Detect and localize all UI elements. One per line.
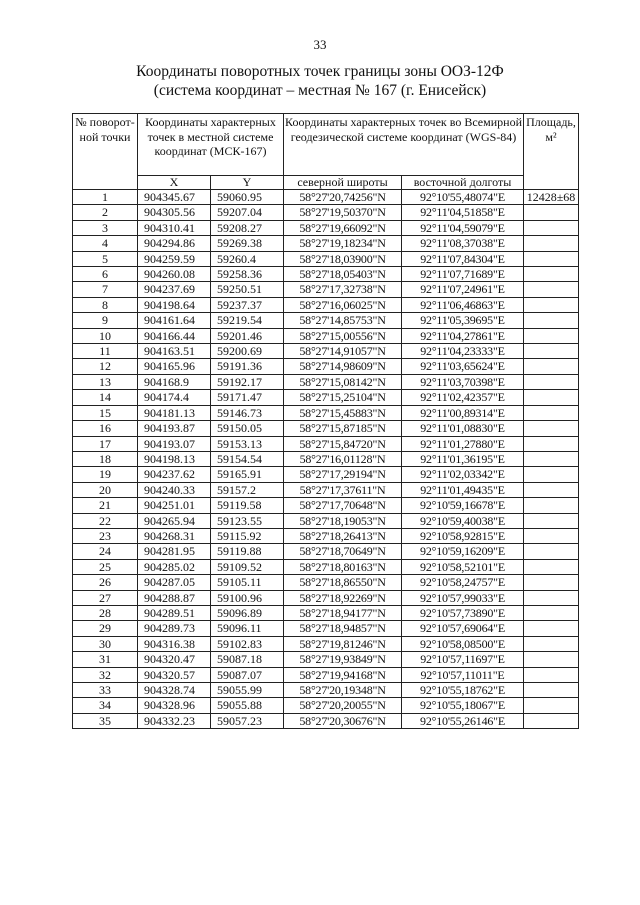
table-row (73, 621, 579, 636)
y-cell: 59096.89 (211, 605, 284, 620)
latitude-cell: 58°27'15,87185"N (284, 421, 402, 436)
table-row (73, 328, 579, 343)
latitude-cell: 58°27'16,01128"N (284, 451, 402, 466)
area-cell (524, 405, 579, 420)
point-number-cell: 27 (73, 590, 138, 605)
y-cell: 59109.52 (211, 559, 284, 574)
table-row (73, 451, 579, 466)
point-number-cell: 13 (73, 374, 138, 389)
point-number-cell: 35 (73, 713, 138, 728)
y-cell: 59055.99 (211, 683, 284, 698)
table-row (73, 236, 579, 251)
latitude-cell: 58°27'17,37611"N (284, 482, 402, 497)
latitude-cell: 58°27'14,85753"N (284, 313, 402, 328)
point-number-cell: 14 (73, 390, 138, 405)
y-cell: 59154.54 (211, 451, 284, 466)
x-cell: 904332.23 (138, 713, 211, 728)
y-cell: 59258.36 (211, 267, 284, 282)
point-number-cell: 18 (73, 451, 138, 466)
table-row (73, 344, 579, 359)
longitude-cell: 92°10'55,48074"E (402, 190, 524, 205)
y-cell: 59207.04 (211, 205, 284, 220)
table-row (73, 605, 579, 620)
table-row (73, 498, 579, 513)
point-number-cell: 1 (73, 190, 138, 205)
table-row (73, 698, 579, 713)
area-cell (524, 605, 579, 620)
y-cell: 59191.36 (211, 359, 284, 374)
point-number-cell: 20 (73, 482, 138, 497)
longitude-cell: 92°11'06,46863"E (402, 297, 524, 312)
y-cell: 59087.07 (211, 667, 284, 682)
latitude-cell: 58°27'18,70649"N (284, 544, 402, 559)
latitude-cell: 58°27'18,26413"N (284, 528, 402, 543)
latitude-cell: 58°27'19,66092"N (284, 220, 402, 235)
latitude-cell: 58°27'18,94857"N (284, 621, 402, 636)
area-cell (524, 636, 579, 651)
area-cell (524, 590, 579, 605)
area-cell (524, 251, 579, 266)
longitude-cell: 92°11'00,89314"E (402, 405, 524, 420)
longitude-cell: 92°11'03,65624"E (402, 359, 524, 374)
x-cell: 904316.38 (138, 636, 211, 651)
longitude-cell: 92°10'58,52101"E (402, 559, 524, 574)
latitude-cell: 58°27'19,50370"N (284, 205, 402, 220)
table-row (73, 436, 579, 451)
latitude-cell: 58°27'15,08142"N (284, 374, 402, 389)
x-cell: 904237.69 (138, 282, 211, 297)
area-cell (524, 683, 579, 698)
header-local-coordinates: Координаты характерных точек в местной системе координат (МСК-167) (138, 114, 284, 176)
area-cell (524, 282, 579, 297)
y-cell: 59208.27 (211, 220, 284, 235)
header-x: X (138, 176, 211, 190)
table-row (73, 667, 579, 682)
x-cell: 904265.94 (138, 513, 211, 528)
area-cell (524, 482, 579, 497)
x-cell: 904310.41 (138, 220, 211, 235)
table-row (73, 220, 579, 235)
point-number-cell: 22 (73, 513, 138, 528)
x-cell: 904289.73 (138, 621, 211, 636)
latitude-cell: 58°27'15,45883"N (284, 405, 402, 420)
x-cell: 904240.33 (138, 482, 211, 497)
x-cell: 904305.56 (138, 205, 211, 220)
longitude-cell: 92°11'04,23333"E (402, 344, 524, 359)
y-cell: 59096.11 (211, 621, 284, 636)
longitude-cell: 92°11'01,08830"E (402, 421, 524, 436)
longitude-cell: 92°10'59,40038"E (402, 513, 524, 528)
latitude-cell: 58°27'15,25104"N (284, 390, 402, 405)
point-number-cell: 11 (73, 344, 138, 359)
longitude-cell: 92°10'57,73890"E (402, 605, 524, 620)
y-cell: 59060.95 (211, 190, 284, 205)
longitude-cell: 92°10'58,24757"E (402, 575, 524, 590)
area-cell (524, 667, 579, 682)
latitude-cell: 58°27'18,94177"N (284, 605, 402, 620)
table-row (73, 713, 579, 728)
area-cell (524, 297, 579, 312)
table-row (73, 282, 579, 297)
y-cell: 59119.58 (211, 498, 284, 513)
area-cell (524, 359, 579, 374)
x-cell: 904251.01 (138, 498, 211, 513)
table-row (73, 467, 579, 482)
x-cell: 904328.96 (138, 698, 211, 713)
x-cell: 904259.59 (138, 251, 211, 266)
longitude-cell: 92°10'58,08500"E (402, 636, 524, 651)
area-cell: 12428±68 (524, 190, 579, 205)
area-cell (524, 451, 579, 466)
x-cell: 904161.64 (138, 313, 211, 328)
table-row (73, 421, 579, 436)
point-number-cell: 4 (73, 236, 138, 251)
area-cell (524, 621, 579, 636)
latitude-cell: 58°27'20,30676"N (284, 713, 402, 728)
longitude-cell: 92°10'59,16209"E (402, 544, 524, 559)
latitude-cell: 58°27'19,81246"N (284, 636, 402, 651)
area-cell (524, 652, 579, 667)
longitude-cell: 92°11'08,37038"E (402, 236, 524, 251)
area-cell (524, 313, 579, 328)
latitude-cell: 58°27'19,18234"N (284, 236, 402, 251)
y-cell: 59100.96 (211, 590, 284, 605)
y-cell: 59171.47 (211, 390, 284, 405)
longitude-cell: 92°11'04,51858"E (402, 205, 524, 220)
point-number-cell: 10 (73, 328, 138, 343)
point-number-cell: 5 (73, 251, 138, 266)
point-number-cell: 29 (73, 621, 138, 636)
table-row (73, 559, 579, 574)
header-latitude: северной широты (284, 176, 402, 190)
latitude-cell: 58°27'15,00556"N (284, 328, 402, 343)
latitude-cell: 58°27'18,92269"N (284, 590, 402, 605)
latitude-cell: 58°27'18,80163"N (284, 559, 402, 574)
area-cell (524, 328, 579, 343)
longitude-cell: 92°10'55,18067"E (402, 698, 524, 713)
y-cell: 59200.69 (211, 344, 284, 359)
header-longitude: восточной долготы (402, 176, 524, 190)
latitude-cell: 58°27'17,70648"N (284, 498, 402, 513)
area-cell (524, 467, 579, 482)
latitude-cell: 58°27'18,86550"N (284, 575, 402, 590)
x-cell: 904320.47 (138, 652, 211, 667)
area-cell (524, 390, 579, 405)
y-cell: 59165.91 (211, 467, 284, 482)
area-cell (524, 436, 579, 451)
latitude-cell: 58°27'18,03900"N (284, 251, 402, 266)
table-row (73, 297, 579, 312)
point-number-cell: 19 (73, 467, 138, 482)
area-cell (524, 236, 579, 251)
longitude-cell: 92°11'04,59079"E (402, 220, 524, 235)
y-cell: 59150.05 (211, 421, 284, 436)
area-cell (524, 544, 579, 559)
latitude-cell: 58°27'15,84720"N (284, 436, 402, 451)
area-cell (524, 421, 579, 436)
x-cell: 904165.96 (138, 359, 211, 374)
x-cell: 904237.62 (138, 467, 211, 482)
longitude-cell: 92°10'59,16678"E (402, 498, 524, 513)
table-row (73, 544, 579, 559)
y-cell: 59250.51 (211, 282, 284, 297)
table-row (73, 205, 579, 220)
latitude-cell: 58°27'14,91057"N (284, 344, 402, 359)
table-row (73, 190, 579, 205)
point-number-cell: 28 (73, 605, 138, 620)
title-line-1: Координаты поворотных точек границы зоны ООЗ-12Ф (136, 63, 504, 80)
table-row (73, 390, 579, 405)
y-cell: 59219.54 (211, 313, 284, 328)
longitude-cell: 92°10'58,92815"E (402, 528, 524, 543)
area-cell (524, 498, 579, 513)
longitude-cell: 92°11'07,24961"E (402, 282, 524, 297)
x-cell: 904198.13 (138, 451, 211, 466)
y-cell: 59269.38 (211, 236, 284, 251)
point-number-cell: 23 (73, 528, 138, 543)
latitude-cell: 58°27'20,20055"N (284, 698, 402, 713)
area-cell (524, 528, 579, 543)
latitude-cell: 58°27'16,06025"N (284, 297, 402, 312)
header-wgs-coordinates: Координаты характерных точек во Всемирной геодезической системе координат (WGS-84) (284, 114, 524, 176)
longitude-cell: 92°11'03,70398"E (402, 374, 524, 389)
x-cell: 904193.87 (138, 421, 211, 436)
x-cell: 904281.95 (138, 544, 211, 559)
x-cell: 904166.44 (138, 328, 211, 343)
area-cell (524, 344, 579, 359)
table-row (73, 528, 579, 543)
x-cell: 904168.9 (138, 374, 211, 389)
area-cell (524, 374, 579, 389)
y-cell: 59153.13 (211, 436, 284, 451)
latitude-cell: 58°27'19,94168"N (284, 667, 402, 682)
area-cell (524, 513, 579, 528)
latitude-cell: 58°27'20,19348"N (284, 683, 402, 698)
area-cell (524, 205, 579, 220)
y-cell: 59123.55 (211, 513, 284, 528)
longitude-cell: 92°10'57,11011"E (402, 667, 524, 682)
point-number-cell: 17 (73, 436, 138, 451)
point-number-cell: 21 (73, 498, 138, 513)
coordinates-table-body (73, 190, 579, 729)
table-row (73, 482, 579, 497)
y-cell: 59192.17 (211, 374, 284, 389)
x-cell: 904268.31 (138, 528, 211, 543)
area-cell (524, 220, 579, 235)
table-row (73, 590, 579, 605)
longitude-cell: 92°10'57,99033"E (402, 590, 524, 605)
point-number-cell: 25 (73, 559, 138, 574)
x-cell: 904193.07 (138, 436, 211, 451)
point-number-cell: 9 (73, 313, 138, 328)
point-number-cell: 16 (73, 421, 138, 436)
x-cell: 904345.67 (138, 190, 211, 205)
point-number-cell: 3 (73, 220, 138, 235)
longitude-cell: 92°11'01,27880"E (402, 436, 524, 451)
header-y: Y (211, 176, 284, 190)
longitude-cell: 92°11'02,42357"E (402, 390, 524, 405)
x-cell: 904294.86 (138, 236, 211, 251)
latitude-cell: 58°27'14,98609"N (284, 359, 402, 374)
latitude-cell: 58°27'20,74256"N (284, 190, 402, 205)
table-row (73, 575, 579, 590)
y-cell: 59237.37 (211, 297, 284, 312)
area-cell (524, 713, 579, 728)
point-number-cell: 12 (73, 359, 138, 374)
area-cell (524, 267, 579, 282)
point-number-cell: 30 (73, 636, 138, 651)
header-area: Площадь, м² (524, 114, 579, 190)
table-row (73, 405, 579, 420)
x-cell: 904181.13 (138, 405, 211, 420)
table-row (73, 374, 579, 389)
point-number-cell: 6 (73, 267, 138, 282)
point-number-cell: 8 (73, 297, 138, 312)
point-number-cell: 2 (73, 205, 138, 220)
y-cell: 59119.88 (211, 544, 284, 559)
latitude-cell: 58°27'18,05403"N (284, 267, 402, 282)
latitude-cell: 58°27'18,19053"N (284, 513, 402, 528)
y-cell: 59102.83 (211, 636, 284, 651)
latitude-cell: 58°27'19,93849"N (284, 652, 402, 667)
point-number-cell: 34 (73, 698, 138, 713)
table-row (73, 636, 579, 651)
y-cell: 59201.46 (211, 328, 284, 343)
x-cell: 904287.05 (138, 575, 211, 590)
x-cell: 904260.08 (138, 267, 211, 282)
longitude-cell: 92°10'57,11697"E (402, 652, 524, 667)
area-cell (524, 698, 579, 713)
longitude-cell: 92°11'05,39695"E (402, 313, 524, 328)
longitude-cell: 92°10'55,18762"E (402, 683, 524, 698)
y-cell: 59105.11 (211, 575, 284, 590)
x-cell: 904320.57 (138, 667, 211, 682)
title-line-2: (система координат – местная № 167 (г. Енисейск) (153, 82, 487, 99)
point-number-cell: 31 (73, 652, 138, 667)
y-cell: 59260.4 (211, 251, 284, 266)
point-number-cell: 7 (73, 282, 138, 297)
longitude-cell: 92°10'57,69064"E (402, 621, 524, 636)
area-cell (524, 559, 579, 574)
point-number-cell: 26 (73, 575, 138, 590)
longitude-cell: 92°11'01,36195"E (402, 451, 524, 466)
point-number-cell: 33 (73, 683, 138, 698)
y-cell: 59055.88 (211, 698, 284, 713)
table-row (73, 313, 579, 328)
table-row (73, 267, 579, 282)
y-cell: 59146.73 (211, 405, 284, 420)
coordinates-table (72, 113, 579, 729)
x-cell: 904289.51 (138, 605, 211, 620)
y-cell: 59157.2 (211, 482, 284, 497)
latitude-cell: 58°27'17,29194"N (284, 467, 402, 482)
longitude-cell: 92°10'55,26146"E (402, 713, 524, 728)
point-number-cell: 32 (73, 667, 138, 682)
table-row (73, 652, 579, 667)
longitude-cell: 92°11'04,27861"E (402, 328, 524, 343)
y-cell: 59115.92 (211, 528, 284, 543)
page-number: 33 (313, 37, 327, 52)
table-row (73, 251, 579, 266)
x-cell: 904198.64 (138, 297, 211, 312)
longitude-cell: 92°11'01,49435"E (402, 482, 524, 497)
header-point-number: № поворот-ной точки (73, 114, 138, 190)
longitude-cell: 92°11'07,71689"E (402, 267, 524, 282)
x-cell: 904288.87 (138, 590, 211, 605)
longitude-cell: 92°11'07,84304"E (402, 251, 524, 266)
y-cell: 59087.18 (211, 652, 284, 667)
area-cell (524, 575, 579, 590)
page-title (0, 62, 640, 100)
y-cell: 59057.23 (211, 713, 284, 728)
table-row (73, 683, 579, 698)
latitude-cell: 58°27'17,32738"N (284, 282, 402, 297)
point-number-cell: 24 (73, 544, 138, 559)
x-cell: 904285.02 (138, 559, 211, 574)
table-row (73, 359, 579, 374)
x-cell: 904163.51 (138, 344, 211, 359)
x-cell: 904328.74 (138, 683, 211, 698)
longitude-cell: 92°11'02,03342"E (402, 467, 524, 482)
table-row (73, 513, 579, 528)
x-cell: 904174.4 (138, 390, 211, 405)
point-number-cell: 15 (73, 405, 138, 420)
